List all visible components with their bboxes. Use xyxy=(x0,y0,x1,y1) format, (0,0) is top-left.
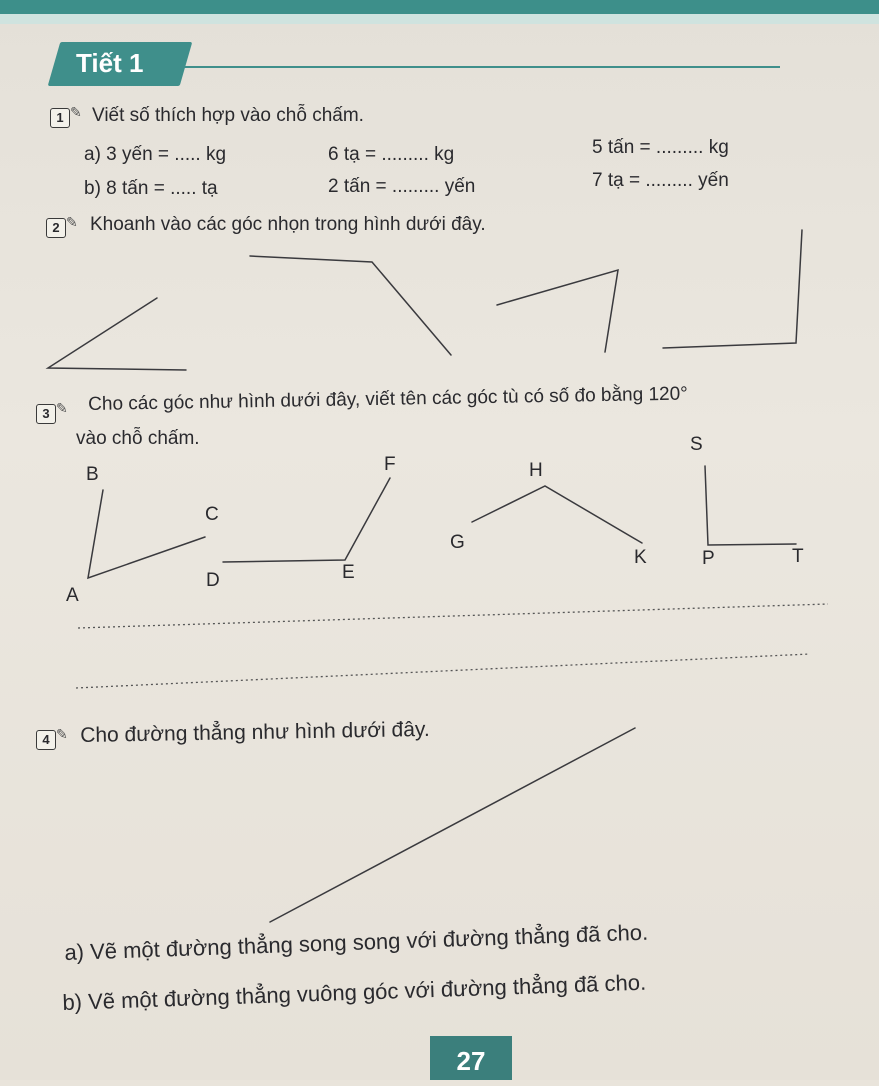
question-1-prompt: Viết số thích hợp vào chỗ chấm. xyxy=(92,105,364,126)
point-label-a: A xyxy=(66,585,79,606)
point-label-p: P xyxy=(702,548,715,569)
q3-angle-def xyxy=(223,478,390,562)
question-3-number: 3 xyxy=(36,404,56,424)
point-label-b: B xyxy=(86,464,99,485)
q1-b-item-2: 2 tấn = ......... yến xyxy=(328,176,476,197)
question-1-number: 1 xyxy=(50,108,70,128)
point-label-g: G xyxy=(450,532,465,553)
pencil-icon: ✎ xyxy=(66,214,78,230)
q3-angle-hgk xyxy=(472,486,642,543)
question-3-prompt-line-1: Cho các góc như hình dưới đây, viết tên các góc tù có số đo bằng 120° xyxy=(88,383,688,415)
q4-part-b: b) Vẽ một đường thẳng vuông góc với đường thẳng đã cho. xyxy=(62,969,647,1015)
question-2-prompt: Khoanh vào các góc nhọn trong hình dưới đây. xyxy=(90,214,486,235)
point-label-c: C xyxy=(205,504,219,525)
q1-b-item-1: b) 8 tấn = ..... tạ xyxy=(84,178,218,199)
answer-dotted-line-1 xyxy=(78,604,828,628)
point-label-f: F xyxy=(384,454,396,475)
lesson-title: Tiết 1 xyxy=(76,48,144,78)
q1-a-item-3: 5 tấn = ......... kg xyxy=(592,137,729,158)
point-label-d: D xyxy=(206,570,220,591)
question-4-number: 4 xyxy=(36,730,56,750)
q3-angle-bac xyxy=(88,490,205,578)
q2-angle-2 xyxy=(250,256,451,355)
q2-angle-4 xyxy=(663,230,802,348)
point-label-e: E xyxy=(342,562,355,583)
question-2-number: 2 xyxy=(46,218,66,238)
q2-angle-3 xyxy=(497,270,618,352)
point-label-h: H xyxy=(529,460,543,481)
pencil-icon: ✎ xyxy=(56,400,68,416)
page-number: 27 xyxy=(430,1036,512,1080)
point-label-t: T xyxy=(792,546,804,567)
question-4-prompt: Cho đường thẳng như hình dưới đây. xyxy=(80,717,430,747)
q4-part-a: a) Vẽ một đường thẳng song song với đường thẳng đã cho. xyxy=(64,919,649,965)
point-label-k: K xyxy=(634,547,647,568)
q1-b-item-3: 7 tạ = ......... yến xyxy=(592,170,729,191)
q1-a-item-1: a) 3 yến = ..... kg xyxy=(84,144,227,165)
pencil-icon: ✎ xyxy=(56,726,68,742)
q3-angle-spt xyxy=(705,466,796,545)
answer-dotted-line-2 xyxy=(76,654,810,688)
q2-angle-1 xyxy=(48,298,186,370)
point-label-s: S xyxy=(690,434,703,455)
pencil-icon: ✎ xyxy=(70,104,82,120)
q4-given-line xyxy=(270,728,635,922)
q1-a-item-2: 6 tạ = ......... kg xyxy=(328,144,455,165)
question-3-prompt-line-2: vào chỗ chấm. xyxy=(76,428,200,449)
